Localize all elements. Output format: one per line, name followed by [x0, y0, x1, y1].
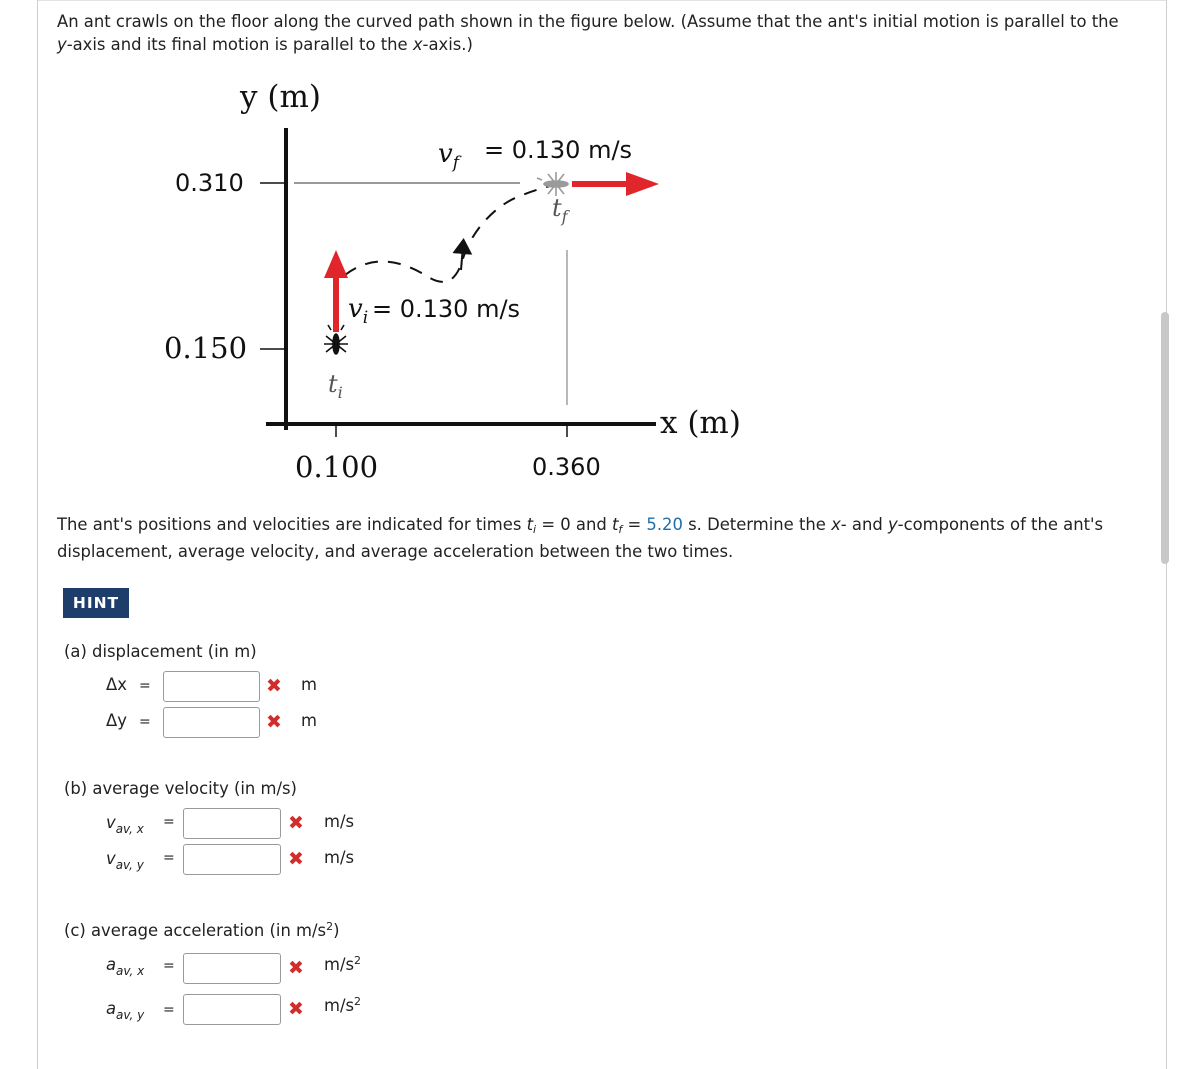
- v-av-y-unit: m/s: [324, 848, 355, 867]
- v-av-x-label: $v_{av, x}$: [106, 813, 144, 836]
- delta-x-label: Δx: [106, 675, 127, 694]
- vf-value: = 0.130 m/s: [484, 136, 633, 164]
- tf-label: $t_f$: [552, 194, 568, 226]
- delta-x-eq: =: [139, 678, 151, 694]
- delta-x-input[interactable]: [163, 671, 260, 702]
- v-av-y-eq: =: [163, 850, 175, 866]
- delta-y-label: Δy: [106, 711, 127, 730]
- x-axis-label: x (m): [660, 405, 741, 441]
- delta-y-incorrect-icon: ✖: [266, 711, 282, 733]
- intro-y: y: [57, 35, 67, 54]
- v-av-y-incorrect-icon: ✖: [288, 848, 304, 870]
- a-av-y-input[interactable]: [183, 994, 281, 1025]
- delta-y-input[interactable]: [163, 707, 260, 738]
- final-velocity-arrowhead: [626, 172, 659, 196]
- vi-label: $v_i$: [348, 294, 369, 328]
- v-av-y-input[interactable]: [183, 844, 281, 875]
- v-av-x-input[interactable]: [183, 808, 281, 839]
- a-av-x-eq: =: [163, 958, 175, 974]
- v-av-x-eq: =: [163, 814, 175, 830]
- tf-eq: =: [622, 515, 647, 534]
- hint-button[interactable]: HINT: [63, 588, 129, 618]
- vf-label: $v_f$: [438, 139, 459, 173]
- tf-subscript: f: [618, 523, 623, 536]
- desc-part-a: The ant's positions and velocities are indicated for times: [57, 515, 527, 534]
- v-av-y-label: $v_{av, y}$: [106, 849, 144, 872]
- x-tick-label-left: 0.100: [295, 450, 379, 484]
- desc-part-b: s. Determine the: [682, 515, 832, 534]
- y-tick-label-high: 0.310: [175, 169, 244, 197]
- part-a-heading: (a) displacement (in m): [64, 642, 257, 661]
- ant-path-figure: [0, 0, 1179, 500]
- a-av-x-input[interactable]: [183, 953, 281, 984]
- a-av-x-unit: $m/s^2$: [324, 954, 362, 974]
- ti-subscript: i: [533, 523, 537, 536]
- a-av-x-label: $a_{av, x}$: [106, 955, 145, 978]
- intro-x: x: [412, 35, 423, 54]
- part-b-heading: (b) average velocity (in m/s): [64, 779, 297, 798]
- ti-symbol: t: [526, 515, 534, 534]
- a-av-y-unit: $m/s^2$: [324, 995, 362, 1015]
- desc-part-c: - and: [840, 515, 888, 534]
- ti-value: = 0 and: [536, 515, 612, 534]
- delta-x-incorrect-icon: ✖: [266, 675, 282, 697]
- desc-y: y: [887, 515, 898, 534]
- intro-line-2b: -axis and its final motion is parallel to the: [66, 35, 413, 54]
- desc-part-e: displacement, average velocity, and average acceleration between the two times.: [57, 542, 734, 561]
- path-direction-arrow: [461, 246, 463, 270]
- tf-symbol: t: [611, 515, 619, 534]
- v-av-x-incorrect-icon: ✖: [288, 812, 304, 834]
- a-av-y-incorrect-icon: ✖: [288, 998, 304, 1020]
- a-av-x-incorrect-icon: ✖: [288, 957, 304, 979]
- delta-y-eq: =: [139, 714, 151, 730]
- delta-y-unit: m: [301, 711, 317, 730]
- a-av-y-eq: =: [163, 1002, 175, 1018]
- part-c-heading: (c) average acceleration (in $m/s^2$): [64, 920, 340, 940]
- desc-x: x: [831, 515, 841, 534]
- ant-final-icon: [537, 172, 568, 196]
- a-av-y-label: $a_{av, y}$: [106, 999, 145, 1022]
- problem-description: [57, 511, 1157, 565]
- intro-line-2d: -axis.): [422, 35, 473, 54]
- x-tick-label-right: 0.360: [532, 453, 601, 481]
- tf-value: 5.20: [646, 515, 683, 534]
- delta-x-unit: m: [301, 675, 317, 694]
- v-av-x-unit: m/s: [324, 812, 355, 831]
- y-tick-label-low: 0.150: [164, 331, 248, 365]
- vi-value: = 0.130 m/s: [372, 295, 521, 323]
- intro-line-1: An ant crawls on the floor along the curved path shown in the figure below. (Assume that the ant's initial motion is parallel to the: [57, 12, 1119, 31]
- desc-part-d: -components of the ant's: [897, 515, 1104, 534]
- ti-label: $t_i$: [328, 370, 343, 402]
- initial-velocity-arrowhead: [324, 250, 348, 278]
- y-axis-label: y (m): [240, 79, 321, 115]
- ant-path: [345, 186, 550, 282]
